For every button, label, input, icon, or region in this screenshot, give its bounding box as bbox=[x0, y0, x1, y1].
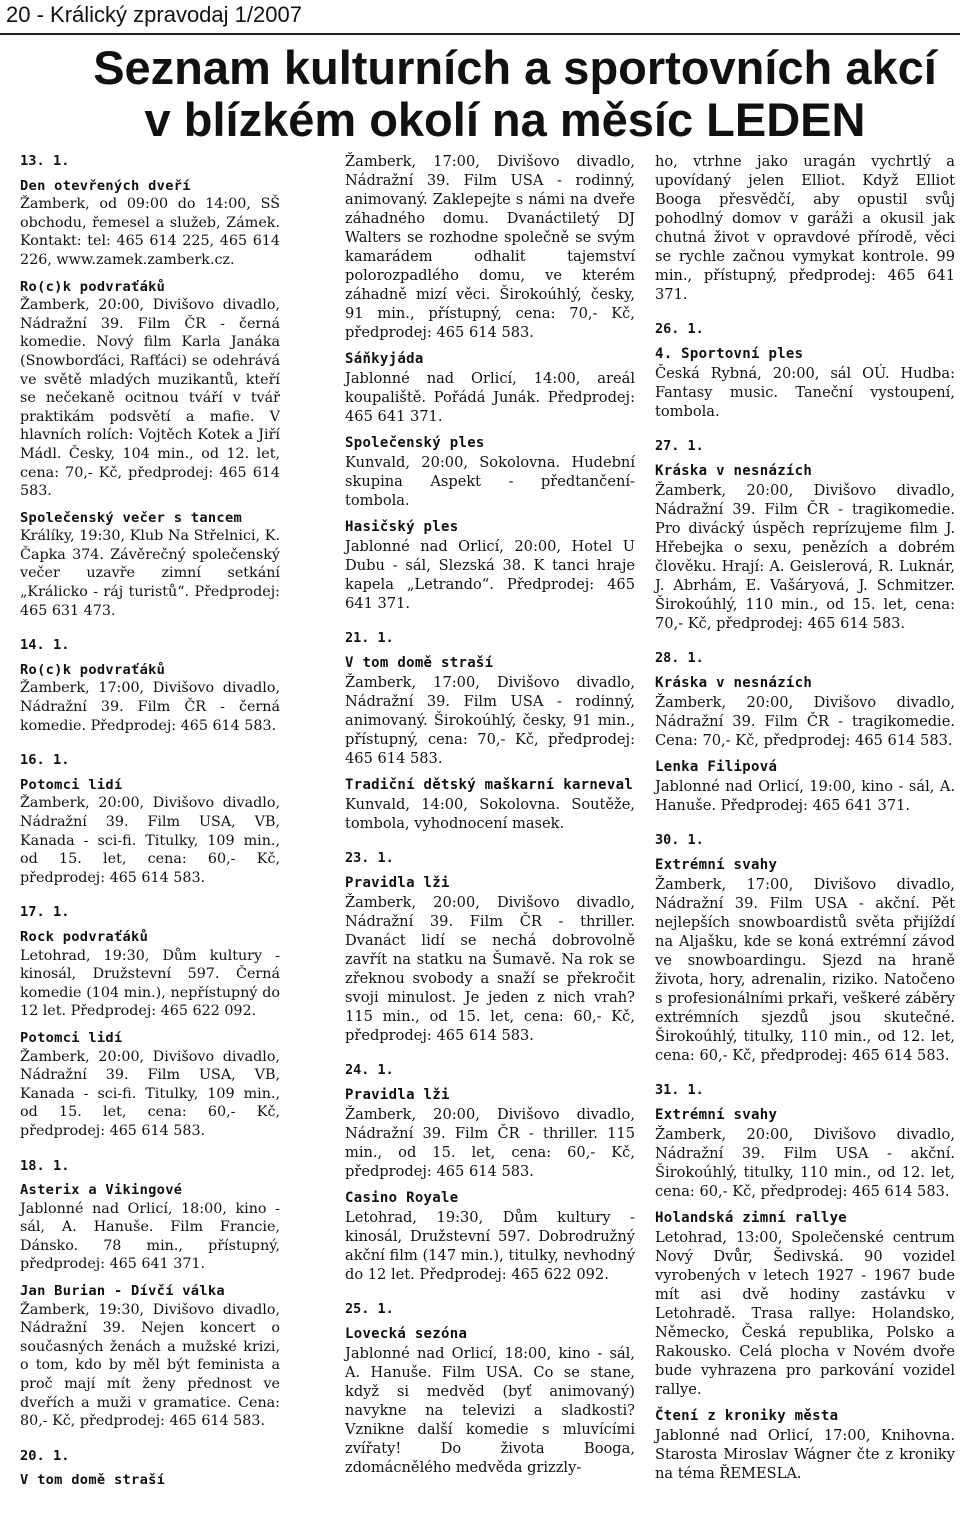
title-line-2: v blízkém okolí na měsíc LEDEN bbox=[144, 93, 866, 146]
event-description: Žamberk, 20:00, Divišovo divadlo, Nádražní 39. Film ČR - thriller. Dvanáct lidí se nechá dobrovolně zavřít na statku na Šumavě. Na rok se zřeknou svobody a snaží se překročit svoji minulost. Je jeden z nich vrah? 115 min., od 15. let, cena: 60,- Kč, předprodej: 465 614 583. bbox=[345, 894, 635, 1044]
event-description: Králíky, 19:30, Klub Na Střelnici, K. Čapka 374. Závěrečný společenský večer uzavře zimní setkání „Králicko - ráj turistů“. Předprodej: 465 631 473. bbox=[20, 528, 280, 619]
event-title: Ro(c)k podvraťáků bbox=[20, 661, 166, 678]
event-title: Tradiční dětský maškarní karneval bbox=[345, 777, 634, 793]
event-entry bbox=[345, 518, 635, 613]
event-description: Žamberk, 20:00, Divišovo divadlo, Nádražní 39. Film ČR - tragikomedie. Cena: 70,- Kč, předprodej: 465 614 583. bbox=[655, 694, 955, 749]
event-entry bbox=[345, 434, 635, 510]
event-entry bbox=[655, 674, 955, 750]
event-date: 31. 1. bbox=[655, 1082, 704, 1098]
event-description: Žamberk, 20:00, Divišovo divadlo, Nádražní 39. Film ČR - tragikomedie. Pro divácký úspěch reprízujeme film J. Hřebejka o sexu, penězích a dobrém člověku. Hrají: A. Geislerová, R. Luknár, J. Abrhám, E. Vašáryová, J. Schmitzer. Širokoúhlý, 110 min., od 15. let, cena: 70,- Kč, předprodej: 465 614 583. bbox=[655, 482, 955, 632]
event-date: 27. 1. bbox=[655, 438, 704, 454]
event-entry bbox=[655, 856, 955, 1065]
event-continuation: Žamberk, 17:00, Divišovo divadlo, Nádražní 39. Film USA - rodinný, animovaný. Zaklepejte s námi na dveře záhadného domu. Dvanáctiletý DJ Walters se rozhodne společně se svým kamarádem odhalit tajemství polorozpadlého domu, ve kterém záhadně mizí věci. Širokoúhlý, česky, 91 min., přístupný, cena: 70,- Kč, předprodej: 465 614 583. bbox=[345, 153, 635, 341]
event-date: 30. 1. bbox=[655, 832, 704, 848]
event-description: Žamberk, 17:00, Divišovo divadlo, Nádražní 39. Film ČR - černá komedie. Předprodej: 465 614 583. bbox=[20, 680, 280, 734]
event-description: Žamberk, 17:00, Divišovo divadlo, Nádražní 39. Film USA - akční. Pět nejlepších snowboardistů světa přijíždí na Aljašku, kde se koná extrémní závod ve snowboardingu. Sjezd na hraně života, hory, adrenalin, riziko. Natočeno s profesionálními prkaři, veškeré záběry extrémních sjezdů jsou skutečné. Širokoúhlý, titulky, 110 min., od 12. let, cena: 60,- Kč, předprodej: 465 614 583. bbox=[655, 876, 955, 1064]
event-title: Extrémní svahy bbox=[655, 857, 778, 873]
event-description: Letohrad, 13:00, Společenské centrum Nový Dvůr, Šedivská. 90 vozidel vyrobených v letech 1927 - 1967 bude mít asi dvě hodiny zastávku v Letohradě. Trasa rallye: Holandsko, Německo, Česká republika, Polsko a Rakousko. Celá plocha v Novém dvoře bude vyhrazena pro parkování vozidel rallye. bbox=[655, 1229, 955, 1398]
page-title bbox=[0, 42, 960, 146]
event-entry bbox=[345, 1086, 635, 1181]
event-title: Společenský večer s tancem bbox=[20, 509, 243, 526]
event-description: Žamberk, 20:00, Divišovo divadlo, Nádražní 39. Film USA, VB, Kanada - sci-fi. Titulky, 109 min., od 15. let, cena: 60,- Kč, předprodej: 465 614 583. bbox=[20, 1048, 280, 1139]
event-title: Jan Burian - Dívčí válka bbox=[20, 1283, 225, 1300]
event-description: Jablonné nad Orlicí, 18:00, kino - sál, A. Hanuše. Film USA. Co se stane, když si medvěd (byť animovaný) navykne na televizi a sladkosti? Vznikne další komedie s mluvícími zvířaty! Do života Booga, zdomácnělého medvěda grizzly- bbox=[345, 1345, 635, 1476]
event-entry bbox=[345, 1189, 635, 1284]
event-description: Žamberk, 20:00, Divišovo divadlo, Nádražní 39. Film ČR - thriller. 115 min., od 15. let, cena: 60,- Kč, předprodej: 465 614 583. bbox=[345, 1106, 635, 1180]
event-date: 24. 1. bbox=[345, 1062, 394, 1078]
event-title: V tom domě straší bbox=[345, 655, 494, 671]
event-date: 28. 1. bbox=[655, 650, 704, 666]
event-title: Pravidla lži bbox=[345, 875, 450, 891]
event-date: 20. 1. bbox=[20, 1447, 70, 1464]
title-line-1: Seznam kulturních a sportovních akcí bbox=[93, 41, 937, 94]
event-entry bbox=[20, 928, 280, 1021]
event-description: Žamberk, 19:30, Divišovo divadlo, Nádražní 39. Nejen koncert o současných ženách a mužské krizi, o tom, kdo by měl být feminista a proč mají mít ženy přednost ve dveřích a muži v gramatice. Cena: 80,- Kč, předprodej: 465 614 583. bbox=[20, 1301, 280, 1430]
event-entry bbox=[20, 1181, 280, 1274]
event-description: Jablonné nad Orlicí, 20:00, Hotel U Dubu - sál, Slezská 38. K tanci hraje kapela „Letrando“. Předprodej: 465 641 371. bbox=[345, 538, 635, 612]
event-entry bbox=[345, 874, 635, 1045]
event-date: 25. 1. bbox=[345, 1301, 394, 1317]
event-entry bbox=[20, 776, 280, 888]
event-title: Potomci lidí bbox=[20, 1029, 123, 1046]
event-title: V tom domě straší bbox=[20, 1472, 166, 1489]
event-date: 16. 1. bbox=[20, 752, 70, 769]
event-entry bbox=[20, 278, 280, 501]
event-entry bbox=[655, 1106, 955, 1201]
event-description: Letohrad, 19:30, Dům kultury - kinosál, Družstevní 597. Dobrodružný akční film (147 min.), titulky, nevhodný do 12 let. Předprodej: 465 622 092. bbox=[345, 1209, 635, 1283]
event-date: 26. 1. bbox=[655, 321, 704, 337]
event-entry bbox=[345, 654, 635, 768]
event-entry bbox=[20, 1029, 280, 1141]
event-title: Holandská zimní rallye bbox=[655, 1210, 848, 1226]
event-title: Rock podvraťáků bbox=[20, 928, 149, 945]
event-entry bbox=[345, 776, 635, 833]
event-title: Kráska v nesnázích bbox=[655, 463, 813, 479]
event-date: 17. 1. bbox=[20, 904, 70, 921]
event-description: Žamberk, 17:00, Divišovo divadlo, Nádražní 39. Film USA - rodinný, animovaný. Širokoúhlý, česky, 91 min., přístupný, cena: 70,- Kč, předprodej: 465 614 583. bbox=[345, 674, 635, 767]
event-title: Casino Royale bbox=[345, 1190, 459, 1206]
event-description: Kunvald, 14:00, Sokolovna. Soutěže, tombola, vyhodnocení masek. bbox=[345, 796, 635, 832]
event-description: Letohrad, 19:30, Dům kultury - kinosál, Družstevní 597. Černá komedie (104 min.), nepřístupný do 12 let. Předprodej: 465 622 092. bbox=[20, 947, 280, 1020]
event-entry bbox=[655, 758, 955, 815]
event-title: 4. Sportovní ples bbox=[655, 346, 804, 362]
event-description: Žamberk, od 09:00 do 14:00, SŠ obchodu, řemesel a služeb, Zámek. Kontakt: tel: 465 614 225, 465 614 226, www.zamek.zamberk.cz. bbox=[20, 196, 280, 268]
event-title: Pravidla lži bbox=[345, 1087, 450, 1103]
event-title: Extrémní svahy bbox=[655, 1107, 778, 1123]
header-rule bbox=[0, 33, 960, 35]
event-description: Jablonné nad Orlicí, 18:00, kino - sál, A. Hanuše. Film Francie, Dánsko. 78 min., přístupný, předprodej: 465 641 371. bbox=[20, 1200, 280, 1273]
event-description: Žamberk, 20:00, Divišovo divadlo, Nádražní 39. Film USA - akční. Širokoúhlý, titulky, 110 min., od 12. let, cena: 60,- Kč, předprodej: 465 614 583. bbox=[655, 1126, 955, 1200]
event-date: 21. 1. bbox=[345, 630, 394, 646]
event-entry bbox=[345, 1325, 635, 1477]
column-3 bbox=[655, 152, 955, 1491]
event-description: Jablonné nad Orlicí, 19:00, kino - sál, A. Hanuše. Předprodej: 465 641 371. bbox=[655, 778, 955, 814]
event-title: Lenka Filipová bbox=[655, 759, 778, 775]
event-entry bbox=[655, 345, 955, 421]
event-title: Den otevřených dveří bbox=[20, 177, 191, 194]
event-description: Jablonné nad Orlicí, 14:00, areál koupaliště. Pořádá Junák. Předprodej: 465 641 371. bbox=[345, 370, 635, 425]
event-description: Žamberk, 20:00, Divišovo divadlo, Nádražní 39. Film ČR - černá komedie. Nový film Karla Janáka (Snowborďáci, Rafťáci) se odehrává ve světě mladých muzikantů, kteří se nečekaně ocitnou tváří v tvář praktikám podsvětí a mafie. V hlavních rolích: Vojtěch Kotek a Jiří Mádl. Česky, 104 min., od 12. let, cena: 70,- Kč, předprodej: 465 614 583. bbox=[20, 297, 280, 500]
event-entry bbox=[655, 462, 955, 633]
event-entry bbox=[20, 177, 280, 270]
event-continuation: ho, vtrhne jako uragán vychrtlý a upovídaný jelen Elliot. Když Elliot Booga přesvědčí, aby opustil svůj pohodlný domov v garáži a okusil jak chutná život v opravdové přírodě, věci se rychle začnou vymykat kontrole. 99 min., přístupný, předprodej: 465 641 371. bbox=[655, 153, 955, 303]
event-entry bbox=[20, 661, 280, 735]
event-title: Potomci lidí bbox=[20, 776, 123, 793]
event-entry bbox=[20, 509, 280, 621]
column-2 bbox=[345, 152, 635, 1485]
event-title: Hasičský ples bbox=[345, 519, 459, 535]
page-header-bar bbox=[0, 0, 960, 40]
event-title: Společenský ples bbox=[345, 435, 485, 451]
event-date: 14. 1. bbox=[20, 637, 70, 654]
event-description: Kunvald, 20:00, Sokolovna. Hudební skupina Aspekt - předtančení- tombola. bbox=[345, 454, 635, 509]
event-date: 18. 1. bbox=[20, 1157, 70, 1174]
event-entry bbox=[20, 1471, 280, 1490]
event-description: Česká Rybná, 20:00, sál OÚ. Hudba: Fantasy music. Taneční vystoupení, tombola. bbox=[655, 365, 955, 420]
event-title: Lovecká sezóna bbox=[345, 1326, 468, 1342]
page-header: 20 - Králický zpravodaj 1/2007 bbox=[6, 2, 302, 27]
event-title: Asterix a Vikingové bbox=[20, 1182, 183, 1199]
event-entry bbox=[20, 1282, 280, 1431]
event-entry bbox=[345, 350, 635, 426]
event-entry bbox=[655, 1407, 955, 1483]
event-date: 23. 1. bbox=[345, 850, 394, 866]
event-description: Jablonné nad Orlicí, 17:00, Knihovna. Starosta Miroslav Wágner čte z kroniky na téma ŘEMESLA. bbox=[655, 1427, 955, 1482]
event-title: Čtení z kroniky města bbox=[655, 1408, 839, 1424]
event-title: Ro(c)k podvraťáků bbox=[20, 278, 166, 295]
event-title: Sáňkyjáda bbox=[345, 351, 424, 367]
column-1 bbox=[20, 152, 280, 1498]
event-title: Kráska v nesnázích bbox=[655, 675, 813, 691]
event-date: 13. 1. bbox=[20, 153, 70, 169]
event-description: Žamberk, 20:00, Divišovo divadlo, Nádražní 39. Film USA, VB, Kanada - sci-fi. Titulky, 109 min., od 15. let, cena: 60,- Kč, předprodej: 465 614 583. bbox=[20, 795, 280, 886]
event-entry bbox=[655, 1209, 955, 1399]
